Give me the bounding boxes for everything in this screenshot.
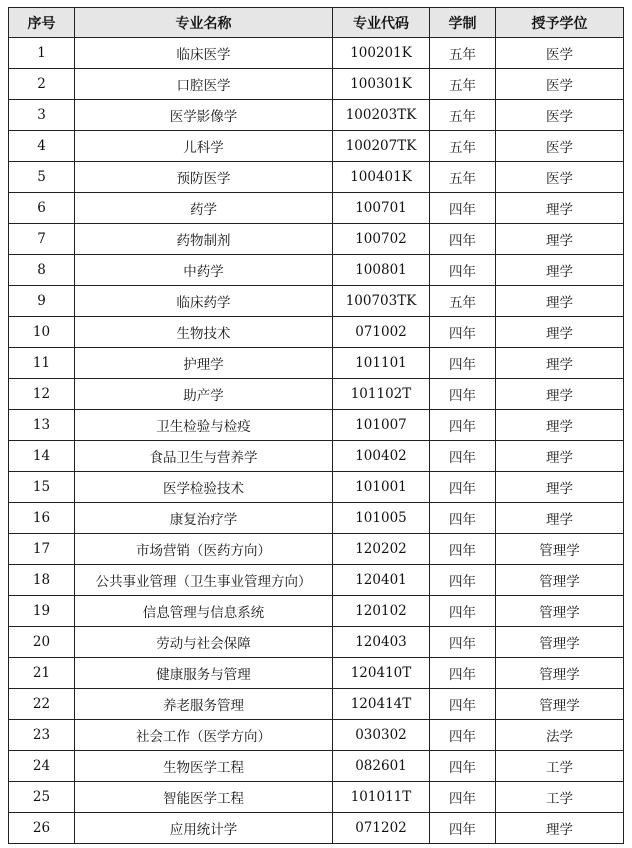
cell-major-name: 智能医学工程	[75, 782, 333, 813]
cell-major-code: 100402	[333, 441, 430, 472]
cell-serial-no: 16	[9, 503, 75, 534]
table-row	[9, 38, 624, 69]
table-row	[9, 255, 624, 286]
cell-serial-no: 17	[9, 534, 75, 565]
header-serial-no: 序号	[9, 8, 75, 38]
cell-major-name: 儿科学	[75, 131, 333, 162]
cell-major-code: 120102	[333, 596, 430, 627]
cell-degree: 理学	[496, 503, 624, 534]
cell-serial-no: 2	[9, 69, 75, 100]
cell-major-code: 101101	[333, 348, 430, 379]
table-row	[9, 441, 624, 472]
cell-major-name: 应用统计学	[75, 813, 333, 844]
table-row	[9, 472, 624, 503]
table-row	[9, 193, 624, 224]
cell-degree: 医学	[496, 69, 624, 100]
table-row	[9, 224, 624, 255]
cell-duration: 四年	[430, 379, 496, 410]
cell-duration: 四年	[430, 224, 496, 255]
header-duration: 学制	[430, 8, 496, 38]
header-row	[9, 8, 624, 38]
cell-major-name: 生物医学工程	[75, 751, 333, 782]
cell-major-name: 临床医学	[75, 38, 333, 69]
cell-serial-no: 6	[9, 193, 75, 224]
cell-serial-no: 10	[9, 317, 75, 348]
cell-duration: 四年	[430, 565, 496, 596]
cell-major-name: 社会工作（医学方向）	[75, 720, 333, 751]
cell-degree: 工学	[496, 751, 624, 782]
cell-duration: 四年	[430, 534, 496, 565]
cell-degree: 理学	[496, 472, 624, 503]
cell-major-code: 100401K	[333, 162, 430, 193]
table-row	[9, 131, 624, 162]
cell-major-name: 信息管理与信息系统	[75, 596, 333, 627]
cell-duration: 四年	[430, 317, 496, 348]
document-page	[8, 7, 623, 844]
cell-major-code: 101011T	[333, 782, 430, 813]
table-row	[9, 348, 624, 379]
cell-duration: 四年	[430, 441, 496, 472]
table-row	[9, 813, 624, 844]
cell-major-name: 食品卫生与营养学	[75, 441, 333, 472]
cell-duration: 四年	[430, 503, 496, 534]
cell-degree: 法学	[496, 720, 624, 751]
cell-duration: 四年	[430, 813, 496, 844]
cell-degree: 理学	[496, 255, 624, 286]
cell-major-name: 卫生检验与检疫	[75, 410, 333, 441]
table-row	[9, 503, 624, 534]
table-row	[9, 162, 624, 193]
cell-major-name: 医学影像学	[75, 100, 333, 131]
table-row	[9, 286, 624, 317]
cell-serial-no: 15	[9, 472, 75, 503]
cell-serial-no: 24	[9, 751, 75, 782]
cell-duration: 五年	[430, 100, 496, 131]
cell-major-code: 101001	[333, 472, 430, 503]
cell-degree: 理学	[496, 224, 624, 255]
cell-duration: 四年	[430, 751, 496, 782]
table-body	[9, 38, 624, 844]
cell-degree: 管理学	[496, 565, 624, 596]
cell-major-name: 市场营销（医药方向）	[75, 534, 333, 565]
cell-duration: 四年	[430, 410, 496, 441]
cell-major-code: 100801	[333, 255, 430, 286]
header-major-code: 专业代码	[333, 8, 430, 38]
cell-duration: 五年	[430, 162, 496, 193]
cell-major-code: 100701	[333, 193, 430, 224]
table-row	[9, 689, 624, 720]
cell-serial-no: 26	[9, 813, 75, 844]
cell-major-name: 护理学	[75, 348, 333, 379]
cell-major-name: 公共事业管理（卫生事业管理方向）	[75, 565, 333, 596]
cell-duration: 四年	[430, 782, 496, 813]
cell-major-name: 药学	[75, 193, 333, 224]
table-row	[9, 782, 624, 813]
cell-degree: 管理学	[496, 534, 624, 565]
cell-degree: 工学	[496, 782, 624, 813]
cell-major-code: 120401	[333, 565, 430, 596]
cell-serial-no: 23	[9, 720, 75, 751]
cell-degree: 医学	[496, 100, 624, 131]
table-row	[9, 751, 624, 782]
cell-degree: 管理学	[496, 627, 624, 658]
cell-serial-no: 22	[9, 689, 75, 720]
cell-degree: 理学	[496, 813, 624, 844]
cell-major-code: 071002	[333, 317, 430, 348]
cell-major-code: 100702	[333, 224, 430, 255]
cell-degree: 理学	[496, 286, 624, 317]
cell-serial-no: 3	[9, 100, 75, 131]
cell-serial-no: 20	[9, 627, 75, 658]
cell-major-name: 药物制剂	[75, 224, 333, 255]
cell-degree: 管理学	[496, 689, 624, 720]
cell-duration: 四年	[430, 472, 496, 503]
cell-duration: 四年	[430, 689, 496, 720]
cell-major-code: 100207TK	[333, 131, 430, 162]
cell-degree: 理学	[496, 410, 624, 441]
cell-major-code: 030302	[333, 720, 430, 751]
cell-duration: 四年	[430, 627, 496, 658]
cell-major-name: 中药学	[75, 255, 333, 286]
cell-serial-no: 9	[9, 286, 75, 317]
table-row	[9, 100, 624, 131]
table-row	[9, 317, 624, 348]
table-row	[9, 534, 624, 565]
cell-serial-no: 19	[9, 596, 75, 627]
cell-serial-no: 13	[9, 410, 75, 441]
cell-serial-no: 11	[9, 348, 75, 379]
cell-duration: 五年	[430, 69, 496, 100]
cell-degree: 管理学	[496, 596, 624, 627]
table-header	[9, 8, 624, 38]
cell-serial-no: 1	[9, 38, 75, 69]
cell-major-name: 口腔医学	[75, 69, 333, 100]
cell-degree: 理学	[496, 193, 624, 224]
cell-serial-no: 8	[9, 255, 75, 286]
cell-serial-no: 12	[9, 379, 75, 410]
cell-degree: 医学	[496, 38, 624, 69]
cell-degree: 理学	[496, 379, 624, 410]
cell-major-code: 100301K	[333, 69, 430, 100]
cell-major-code: 101005	[333, 503, 430, 534]
cell-major-code: 120410T	[333, 658, 430, 689]
table-row	[9, 69, 624, 100]
cell-major-code: 100703TK	[333, 286, 430, 317]
table-row	[9, 596, 624, 627]
cell-serial-no: 5	[9, 162, 75, 193]
cell-serial-no: 21	[9, 658, 75, 689]
cell-major-name: 临床药学	[75, 286, 333, 317]
cell-degree: 医学	[496, 131, 624, 162]
cell-serial-no: 4	[9, 131, 75, 162]
cell-major-code: 120403	[333, 627, 430, 658]
cell-serial-no: 18	[9, 565, 75, 596]
cell-major-code: 071202	[333, 813, 430, 844]
cell-degree: 医学	[496, 162, 624, 193]
cell-duration: 四年	[430, 193, 496, 224]
table-row	[9, 565, 624, 596]
cell-major-name: 养老服务管理	[75, 689, 333, 720]
table-row	[9, 720, 624, 751]
cell-duration: 四年	[430, 348, 496, 379]
table-row	[9, 658, 624, 689]
cell-major-name: 生物技术	[75, 317, 333, 348]
cell-major-code: 100201K	[333, 38, 430, 69]
cell-major-code: 082601	[333, 751, 430, 782]
cell-duration: 五年	[430, 38, 496, 69]
header-degree: 授予学位	[496, 8, 624, 38]
cell-duration: 四年	[430, 658, 496, 689]
cell-major-name: 预防医学	[75, 162, 333, 193]
majors-table	[8, 7, 624, 844]
cell-duration: 五年	[430, 286, 496, 317]
header-major-name: 专业名称	[75, 8, 333, 38]
cell-degree: 理学	[496, 348, 624, 379]
cell-duration: 四年	[430, 596, 496, 627]
cell-major-code: 120202	[333, 534, 430, 565]
cell-major-name: 助产学	[75, 379, 333, 410]
cell-duration: 四年	[430, 255, 496, 286]
cell-major-name: 医学检验技术	[75, 472, 333, 503]
table-row	[9, 410, 624, 441]
cell-duration: 四年	[430, 720, 496, 751]
cell-degree: 理学	[496, 441, 624, 472]
cell-serial-no: 14	[9, 441, 75, 472]
cell-major-code: 101102T	[333, 379, 430, 410]
cell-major-code: 100203TK	[333, 100, 430, 131]
cell-serial-no: 25	[9, 782, 75, 813]
cell-major-name: 健康服务与管理	[75, 658, 333, 689]
table-row	[9, 627, 624, 658]
cell-major-name: 劳动与社会保障	[75, 627, 333, 658]
cell-degree: 管理学	[496, 658, 624, 689]
table-row	[9, 379, 624, 410]
cell-major-code: 120414T	[333, 689, 430, 720]
cell-degree: 理学	[496, 317, 624, 348]
cell-serial-no: 7	[9, 224, 75, 255]
cell-major-code: 101007	[333, 410, 430, 441]
cell-major-name: 康复治疗学	[75, 503, 333, 534]
cell-duration: 五年	[430, 131, 496, 162]
